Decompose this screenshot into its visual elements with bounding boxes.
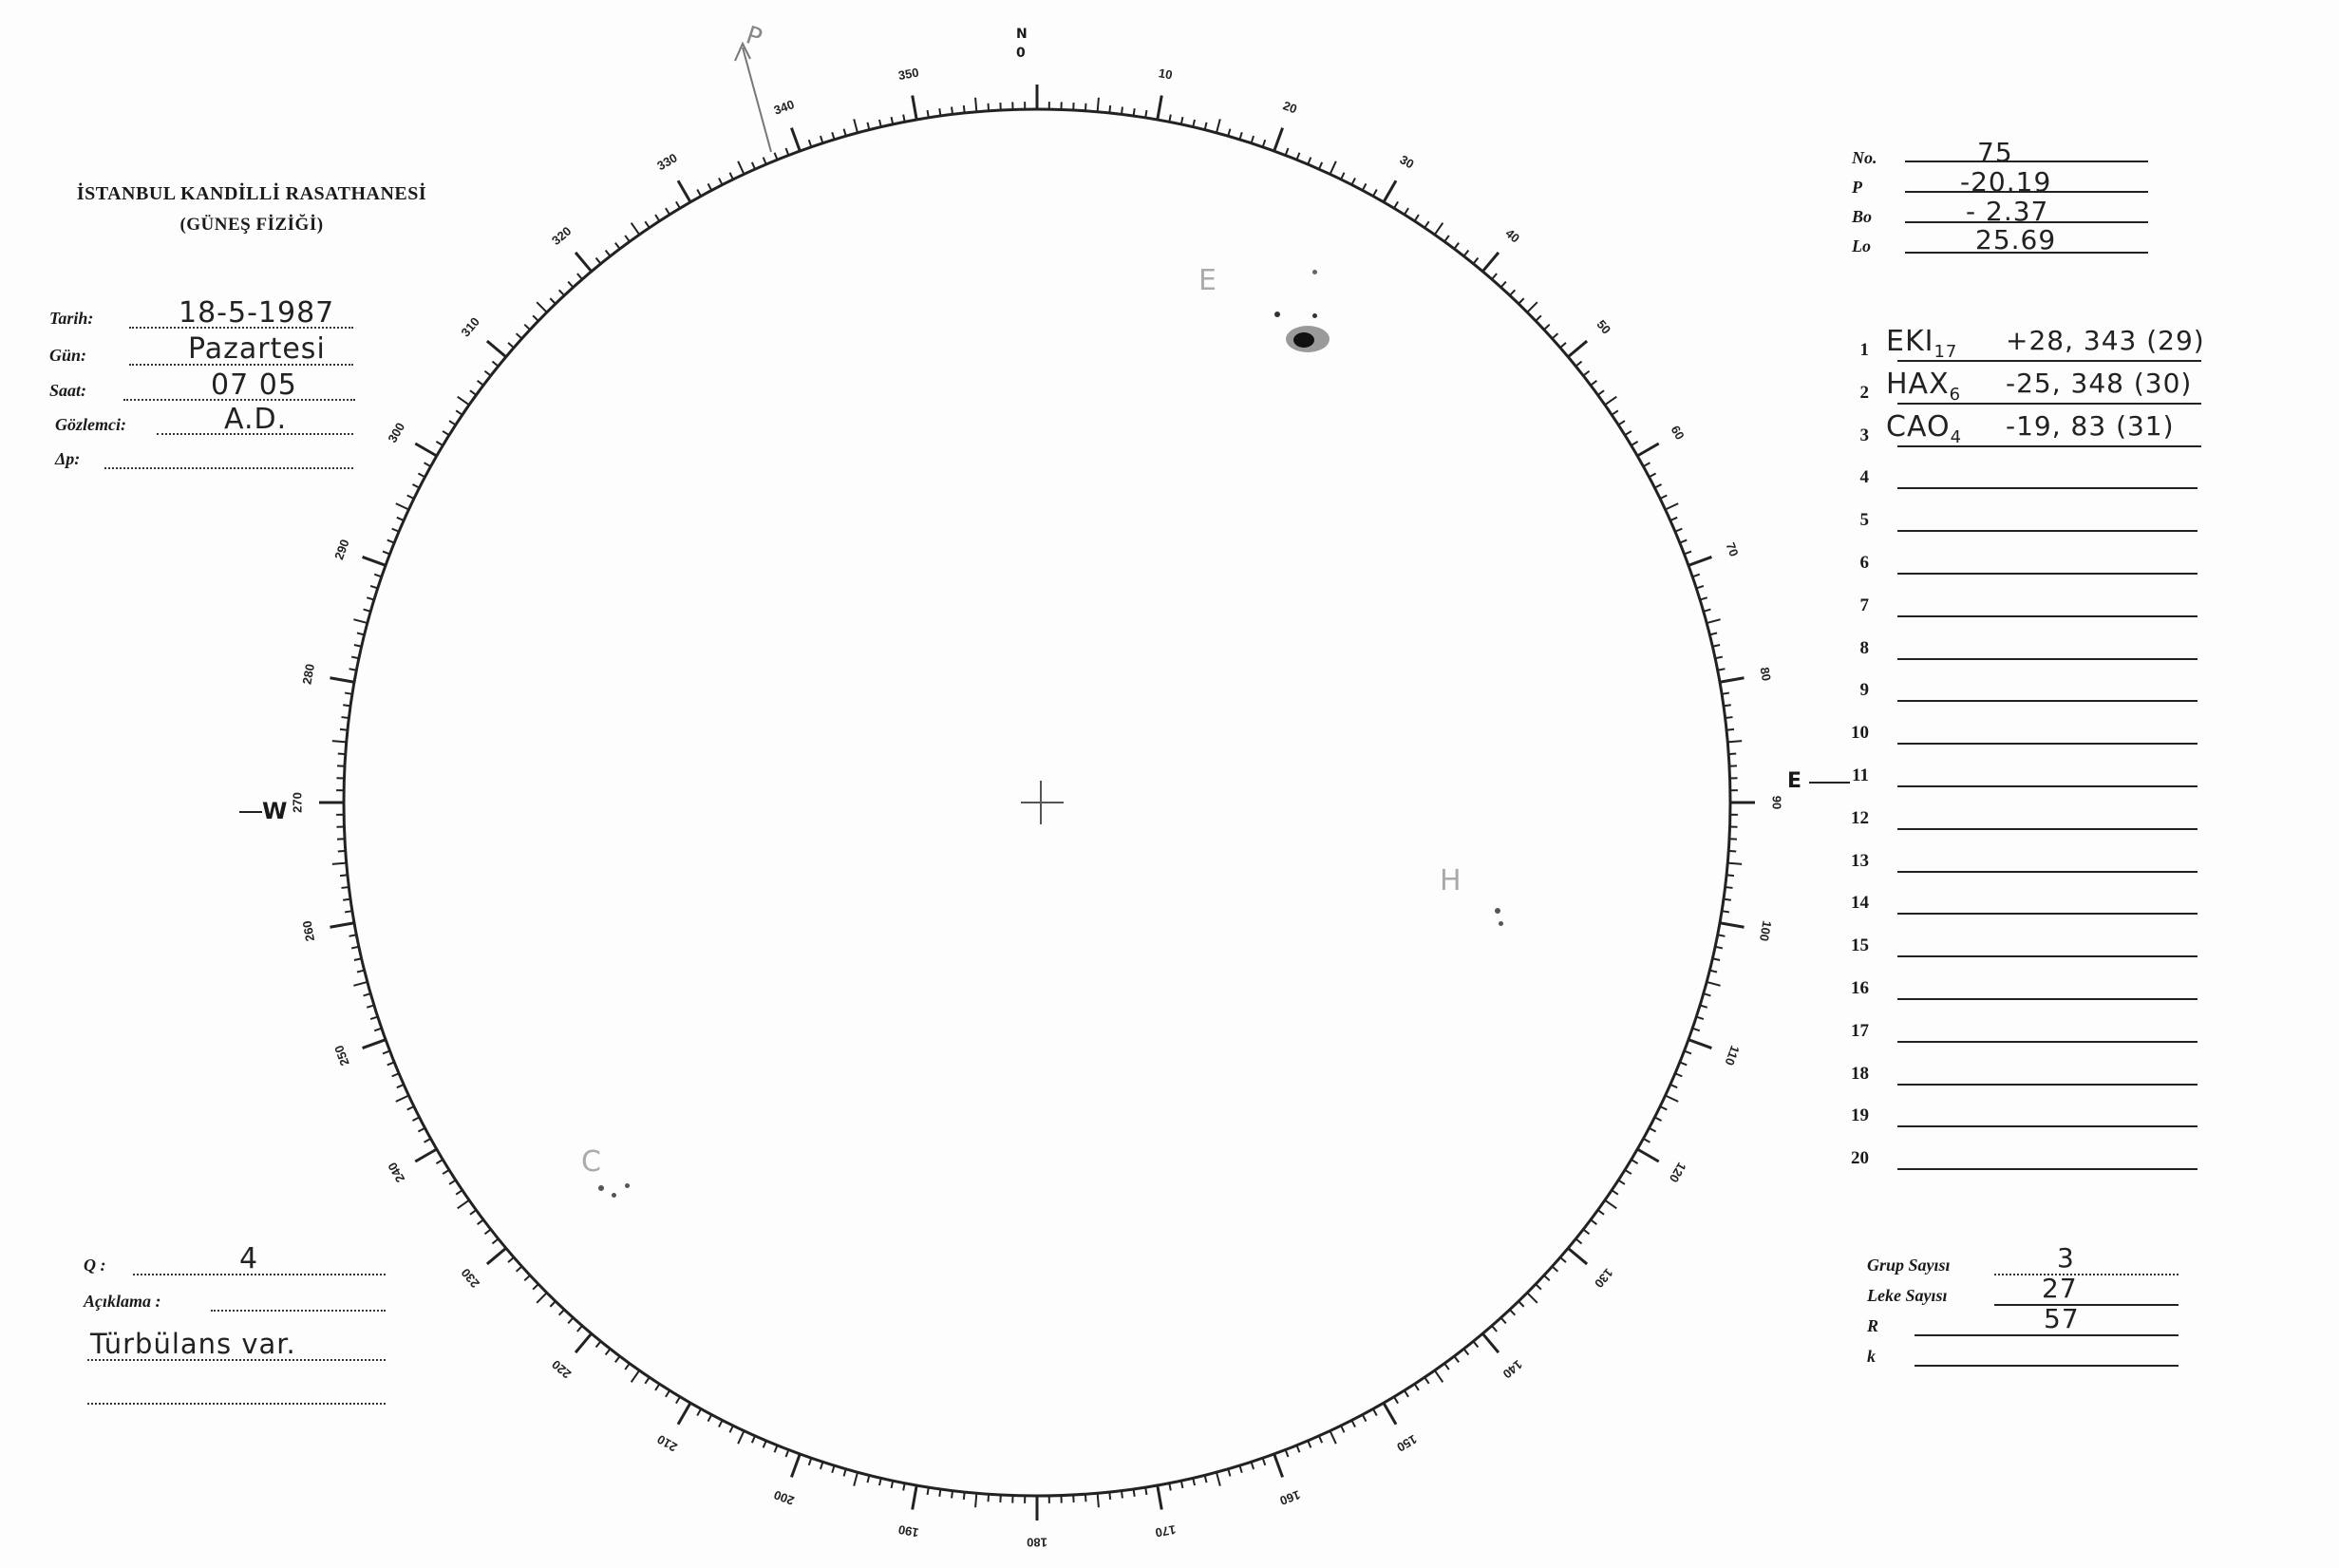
sunspot-e-umbra xyxy=(1293,332,1314,348)
disk-tick xyxy=(396,1096,409,1102)
group-row-line xyxy=(1897,1040,2198,1043)
disk-tick xyxy=(1688,1040,1711,1048)
no-line xyxy=(1905,160,2148,162)
disk-tick xyxy=(1435,1370,1443,1382)
disk-tick xyxy=(537,1293,547,1303)
group-row-line xyxy=(1897,486,2198,489)
group-code-subscript: 17 xyxy=(1933,342,1958,362)
note-line-1 xyxy=(211,1309,386,1312)
disk-tick xyxy=(1568,1248,1587,1264)
group-row-code xyxy=(1886,325,1957,362)
disk-tick xyxy=(363,1040,386,1048)
disk-tick xyxy=(1384,180,1396,202)
group-row-line xyxy=(1897,1124,2198,1127)
date-value: 18-5-1987 xyxy=(179,296,335,330)
disk-angle-label: 10 xyxy=(1157,66,1174,83)
group-row-coords: -25, 348 (30) xyxy=(2006,368,2193,399)
r-label: R xyxy=(1867,1316,1879,1335)
disk-angle-label: 270 xyxy=(290,792,305,813)
disk-tick xyxy=(1098,98,1099,112)
disk-tick xyxy=(363,557,386,565)
disk-tick xyxy=(1482,1333,1499,1352)
disk-angle-label: 290 xyxy=(331,537,352,562)
disk-angle-label: 320 xyxy=(549,223,575,248)
disk-angle-label: 130 xyxy=(1592,1265,1616,1291)
dp-line xyxy=(104,466,353,469)
time-label: Saat: xyxy=(49,381,87,400)
disk-tick xyxy=(1720,923,1745,928)
disk-angle-label: 350 xyxy=(896,65,920,84)
disk-angle-label: 220 xyxy=(549,1357,575,1382)
spot-group-e-label: E xyxy=(1198,264,1217,297)
group-row-line xyxy=(1897,572,2198,575)
disk-tick xyxy=(330,678,354,683)
group-row-line xyxy=(1897,827,2198,830)
institution-title: İSTANBUL KANDİLLİ RASATHANESİ xyxy=(76,183,427,204)
disk-tick xyxy=(1384,1403,1396,1425)
north-zero-label: 0 xyxy=(1016,46,1026,61)
group-row-line xyxy=(1897,997,2198,1000)
spot-count-label: Leke Sayısı xyxy=(1867,1286,1948,1305)
disk-tick xyxy=(1482,253,1499,272)
group-row-number: 20 xyxy=(1851,1148,1869,1168)
sunspot-h-dot xyxy=(1495,908,1500,914)
k-label: k xyxy=(1867,1347,1876,1366)
center-crosshair xyxy=(1021,781,1064,824)
bo-label: Bo xyxy=(1852,207,1873,226)
disk-tick xyxy=(913,95,917,120)
disk-tick xyxy=(332,741,347,742)
no-label: No. xyxy=(1852,148,1877,167)
group-row-coords: -19, 83 (31) xyxy=(2006,410,2175,442)
q-line xyxy=(133,1273,386,1275)
spot-group-h-label: H xyxy=(1440,864,1462,897)
disk-tick xyxy=(415,1149,437,1162)
group-row-line xyxy=(1897,657,2198,660)
disk-tick xyxy=(575,253,592,272)
group-row-line xyxy=(1897,742,2198,745)
disk-tick xyxy=(1637,1149,1659,1162)
spot-count-line xyxy=(1994,1303,2179,1306)
disk-tick xyxy=(1330,161,1336,175)
group-row-number: 1 xyxy=(1859,340,1869,360)
west-label: W xyxy=(262,798,288,824)
no-value: 75 xyxy=(1977,137,2013,168)
disk-tick xyxy=(537,302,547,312)
group-code: EKI xyxy=(1886,325,1934,358)
disk-tick xyxy=(1330,1431,1336,1445)
disk-angle-label: 280 xyxy=(299,662,318,686)
observer-label: Gözlemci: xyxy=(55,415,126,434)
group-row-line xyxy=(1897,784,2198,787)
day-value: Pazartesi xyxy=(188,332,326,366)
disk-tick xyxy=(1217,1472,1220,1485)
disk-angle-label: 30 xyxy=(1397,152,1417,172)
group-row-number: 8 xyxy=(1859,638,1869,658)
disk-angle-label: 300 xyxy=(385,420,408,445)
observer-value: A.D. xyxy=(224,403,288,436)
group-row-code xyxy=(1886,368,1961,405)
time-value: 07 05 xyxy=(211,368,297,402)
group-row-number: 10 xyxy=(1851,723,1869,743)
lo-label: Lo xyxy=(1852,236,1871,255)
group-row-number: 18 xyxy=(1851,1064,1869,1084)
disk-angle-label: 330 xyxy=(654,150,680,174)
disk-tick xyxy=(1727,863,1742,864)
disk-tick xyxy=(632,1370,640,1382)
group-row-line xyxy=(1897,912,2198,915)
disk-tick xyxy=(1527,302,1537,312)
disk-angle-label: 170 xyxy=(1154,1521,1178,1540)
spot-count-value: 27 xyxy=(2042,1273,2078,1304)
disk-tick xyxy=(1158,95,1162,120)
disk-tick xyxy=(1688,557,1711,565)
group-count-label: Grup Sayısı xyxy=(1867,1256,1951,1275)
disk-tick xyxy=(791,1454,800,1477)
disk-angle-label: 60 xyxy=(1668,423,1688,443)
disk-tick xyxy=(854,119,858,132)
disk-angle-label: 70 xyxy=(1723,540,1742,558)
group-row-coords: +28, 343 (29) xyxy=(2006,325,2205,356)
disk-angle-label: 140 xyxy=(1500,1357,1525,1382)
group-row-number: 3 xyxy=(1859,425,1869,445)
sunspot-h-dot-2 xyxy=(1499,921,1503,926)
east-label: E xyxy=(1787,769,1802,793)
disk-angle-label: 230 xyxy=(458,1265,482,1291)
spot-group-c-label: C xyxy=(581,1145,601,1179)
disk-tick xyxy=(332,863,347,864)
group-row-code xyxy=(1886,410,1962,447)
disk-tick xyxy=(632,223,640,235)
disk-tick xyxy=(458,397,469,406)
note-value: Türbülans var. xyxy=(90,1328,296,1360)
group-row-number: 9 xyxy=(1859,680,1869,700)
disk-angle-label: 40 xyxy=(1502,225,1523,246)
disk-tick xyxy=(975,1493,976,1507)
group-row-number: 19 xyxy=(1851,1105,1869,1125)
q-value: 4 xyxy=(239,1242,259,1275)
disk-angle-label: 90 xyxy=(1769,795,1784,810)
sunspot-e-dots xyxy=(1274,312,1280,317)
group-row-line xyxy=(1897,1083,2198,1086)
department-title: (GÜNEŞ FİZİĞİ) xyxy=(179,215,324,235)
disk-tick xyxy=(1527,1293,1537,1303)
r-value: 57 xyxy=(2044,1303,2080,1334)
group-row-line xyxy=(1897,529,2198,532)
group-code: CAO xyxy=(1886,410,1951,444)
disk-tick xyxy=(1605,1200,1616,1209)
disk-tick xyxy=(1720,678,1745,683)
disk-angle-label: 310 xyxy=(458,314,482,340)
group-row-number: 6 xyxy=(1859,553,1869,573)
group-row-number: 15 xyxy=(1851,935,1869,955)
disk-angle-label: 180 xyxy=(1027,1535,1047,1550)
disk-angle-label: 20 xyxy=(1281,98,1299,117)
disk-tick xyxy=(1098,1493,1099,1507)
q-label: Q : xyxy=(84,1256,106,1275)
disk-tick xyxy=(678,1403,690,1425)
disk-angle-label: 260 xyxy=(299,919,318,943)
group-row-number: 12 xyxy=(1851,808,1869,828)
disk-tick xyxy=(458,1200,469,1209)
disk-angle-label: 190 xyxy=(896,1521,920,1540)
group-row-number: 13 xyxy=(1851,851,1869,871)
disk-angle-label: 250 xyxy=(331,1043,352,1068)
dp-label: Δp: xyxy=(55,449,81,468)
date-label: Tarih: xyxy=(49,309,94,328)
group-row-number: 2 xyxy=(1859,383,1869,403)
disk-tick xyxy=(575,1333,592,1352)
group-row-line xyxy=(1897,614,2198,617)
disk-tick xyxy=(1605,397,1616,406)
note-label: Açıklama : xyxy=(84,1292,161,1311)
group-row-number: 17 xyxy=(1851,1021,1869,1041)
note-line-2 xyxy=(87,1358,386,1361)
disk-tick xyxy=(353,619,367,623)
sunspot-e-dots-3 xyxy=(1312,270,1317,274)
disk-tick xyxy=(353,982,367,986)
group-row-number: 5 xyxy=(1859,510,1869,530)
disk-tick xyxy=(396,503,409,509)
disk-tick xyxy=(1274,1454,1283,1477)
p-value: -20.19 xyxy=(1960,166,2052,198)
group-code-subscript: 4 xyxy=(1950,427,1963,447)
disk-tick xyxy=(1666,1096,1679,1102)
disk-tick xyxy=(1707,619,1720,623)
group-row-line xyxy=(1897,870,2198,873)
group-row-line xyxy=(1897,1167,2198,1170)
sunspot-c-dot-3 xyxy=(625,1183,630,1188)
disk-tick xyxy=(1666,503,1679,509)
sunspot-c-dot-2 xyxy=(612,1193,616,1198)
note-line-3 xyxy=(87,1402,386,1405)
disk-tick xyxy=(854,1472,858,1485)
group-count-line xyxy=(1994,1273,2179,1275)
group-row-number: 4 xyxy=(1859,467,1869,487)
north-label: N xyxy=(1016,27,1028,42)
disk-tick xyxy=(1274,128,1283,151)
disk-tick xyxy=(738,161,744,175)
disk-tick xyxy=(1637,444,1659,456)
disk-tick xyxy=(1158,1485,1162,1510)
disk-tick xyxy=(738,1431,744,1445)
disk-tick xyxy=(1568,341,1587,357)
group-code: HAX xyxy=(1886,368,1950,401)
group-row-line xyxy=(1897,954,2198,957)
disk-tick xyxy=(1435,223,1443,235)
k-line xyxy=(1915,1364,2179,1367)
sunspot-e-dots-2 xyxy=(1312,313,1317,318)
disk-tick xyxy=(1707,982,1720,986)
disk-angle-label: 240 xyxy=(385,1160,408,1185)
disk-tick xyxy=(678,180,690,202)
disk-angle-label: 210 xyxy=(654,1431,680,1455)
group-row-line xyxy=(1897,699,2198,702)
day-label: Gün: xyxy=(49,346,87,365)
disk-tick xyxy=(415,444,437,456)
group-row-number: 16 xyxy=(1851,978,1869,998)
disk-angle-label: 100 xyxy=(1756,919,1775,943)
pole-label: P xyxy=(742,21,765,53)
disk-angle-label: 120 xyxy=(1666,1160,1689,1185)
disk-tick xyxy=(330,923,354,928)
group-row-number: 14 xyxy=(1851,893,1869,913)
disk-tick xyxy=(975,98,976,112)
disk-tick xyxy=(1217,119,1220,132)
disk-angle-label: 50 xyxy=(1594,316,1614,337)
group-code-subscript: 6 xyxy=(1949,385,1962,405)
disk-angle-label: 150 xyxy=(1394,1431,1420,1455)
disk-angle-label: 80 xyxy=(1757,666,1774,683)
group-row-number: 11 xyxy=(1852,765,1869,785)
disk-tick xyxy=(913,1485,917,1510)
disk-angle-label: 160 xyxy=(1277,1487,1303,1508)
group-count-value: 3 xyxy=(2057,1242,2075,1274)
disk-tick xyxy=(487,341,506,357)
lo-value: 25.69 xyxy=(1975,224,2057,255)
p-label: P xyxy=(1852,178,1862,197)
disk-tick xyxy=(487,1248,506,1264)
disk-angle-label: 340 xyxy=(771,97,797,118)
disk-angle-label: 110 xyxy=(1722,1044,1743,1067)
disk-tick xyxy=(791,128,800,151)
pole-arrow xyxy=(743,47,771,152)
group-row-number: 7 xyxy=(1859,595,1869,615)
bo-value: - 2.37 xyxy=(1966,196,2049,227)
sunspot-c-dot xyxy=(598,1185,604,1191)
disk-tick xyxy=(1727,741,1742,742)
disk-angle-label: 200 xyxy=(771,1487,797,1508)
